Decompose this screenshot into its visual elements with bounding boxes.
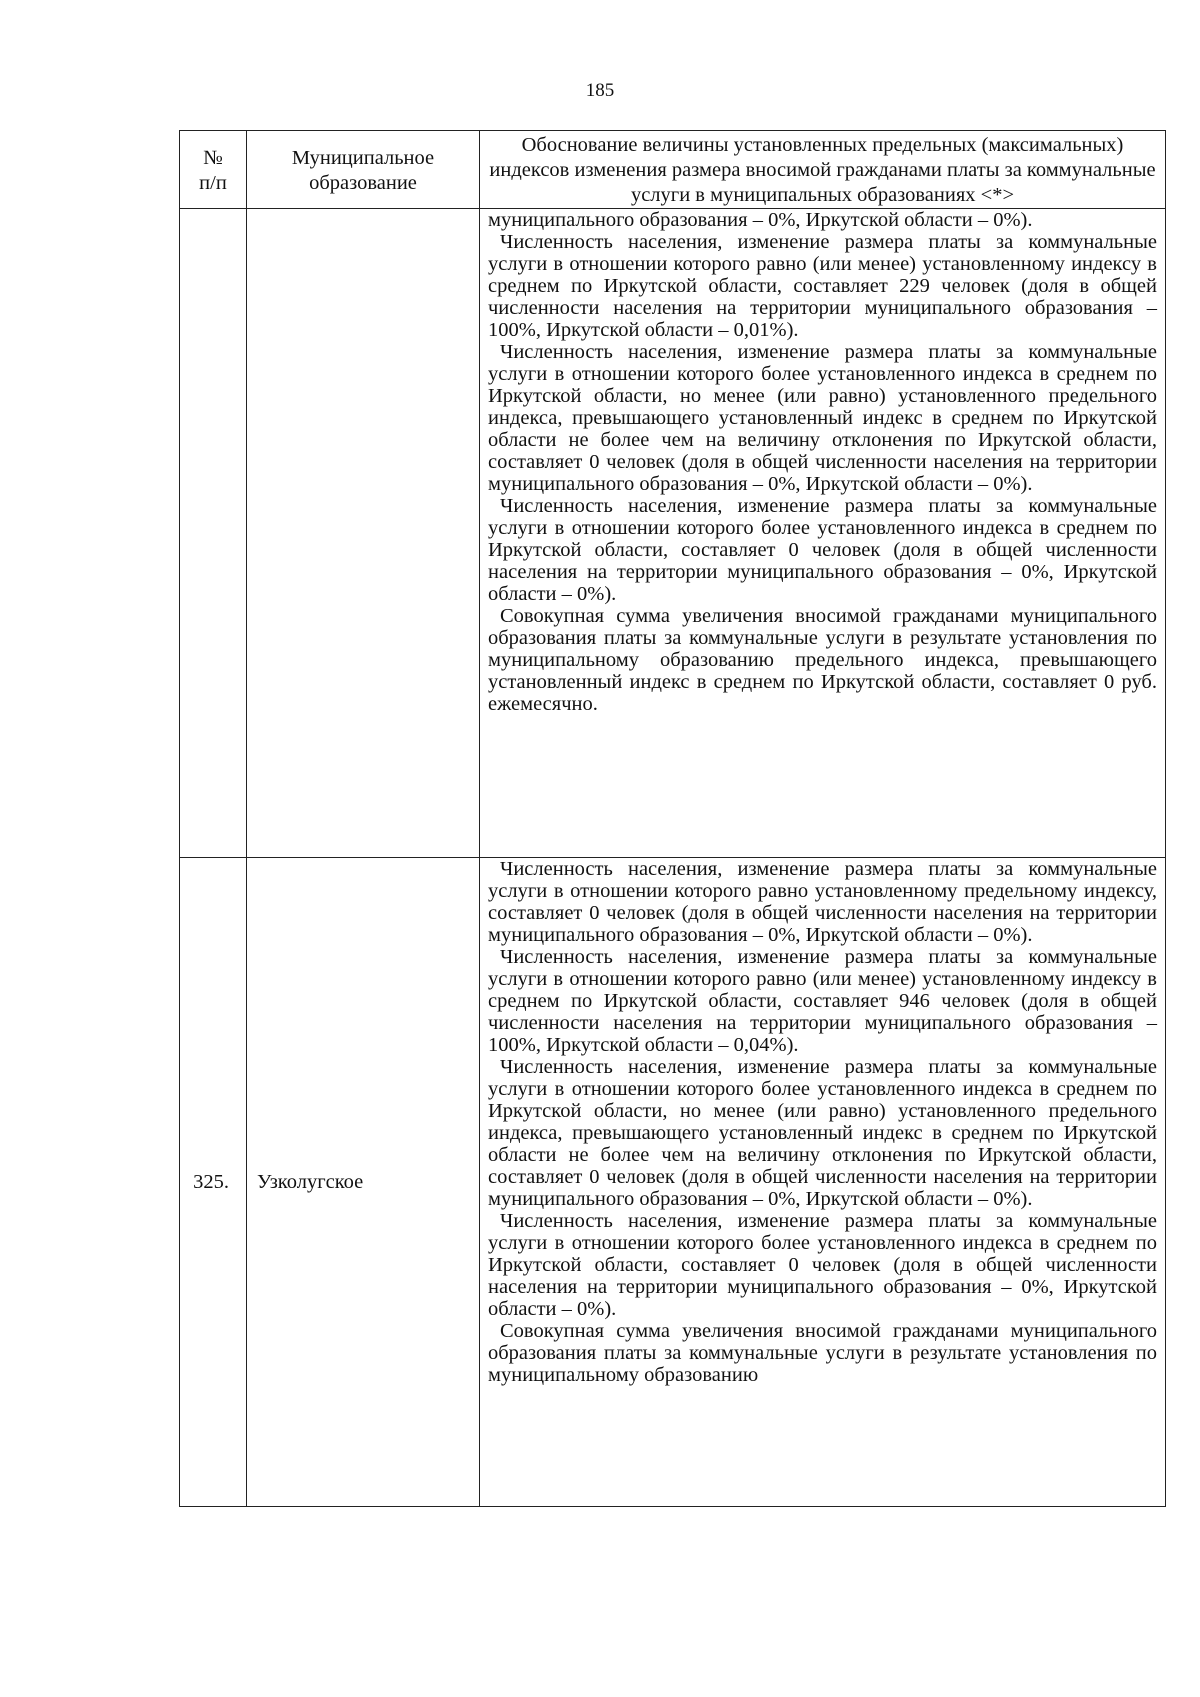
page-number: 185 — [585, 80, 615, 101]
justification-paragraph: Совокупная сумма увеличения вносимой гражданами муниципального образования платы за коммунальные услуги в результате установления по муниципальному образованию предельного индекса, превышающего установленный индекс в среднем по Иркутской области, составляет 0 руб. ежемесячно. — [488, 605, 1157, 715]
table-header-row — [180, 131, 1166, 209]
row-number — [180, 209, 247, 858]
row-municipality: Узколугское — [247, 858, 480, 1507]
justification-paragraph: Численность населения, изменение размера платы за коммунальные услуги в отношении которого равно установленному предельному индексу, составляет 0 человек (доля в общей численности населения на территории муниципального образования – 0%, Иркутской области – 0%). — [488, 858, 1157, 946]
header-justification: Обоснование величины установленных предельных (максимальных) индексов изменения размера вносимой гражданами платы за коммунальные услуги в муниципальных образованиях <*> — [480, 131, 1166, 209]
justification-paragraph: муниципального образования – 0%, Иркутской области – 0%). — [488, 209, 1033, 231]
justification-paragraph: Численность населения, изменение размера платы за коммунальные услуги в отношении которого более установленного индекса в среднем по Иркутской области, составляет 0 человек (доля в общей численности населения на территории муниципального образования – 0%, Иркутской области – 0%). — [488, 1210, 1157, 1320]
justification-paragraph: Численность населения, изменение размера платы за коммунальные услуги в отношении которого более установленного индекса в среднем по Иркутской области, но менее (или равно) установленного предельного индекса, превышающего установленный индекс в среднем по Иркутской области не более чем на величину отклонения по Иркутской области, составляет 0 человек (доля в общей численности населения на территории муниципального образования – 0%, Иркутской области – 0%). — [488, 341, 1157, 495]
row-justification — [480, 209, 1166, 858]
header-municipality: Муниципальное образование — [247, 131, 480, 209]
tariff-justification-table — [179, 130, 1166, 1507]
row-number: 325. — [180, 858, 247, 1507]
justification-paragraph: Совокупная сумма увеличения вносимой гражданами муниципального образования платы за коммунальные услуги в результате установления по муниципальному образованию — [488, 1320, 1157, 1386]
justification-paragraph: Численность населения, изменение размера платы за коммунальные услуги в отношении которого равно (или менее) установленному индексу в среднем по Иркутской области, составляет 946 человек (доля в общей численности населения на территории муниципального образования – 100%, Иркутской области – 0,04%). — [488, 946, 1157, 1056]
header-number: № п/п — [180, 131, 247, 209]
table-row — [180, 209, 1166, 858]
table-row — [180, 858, 1166, 1507]
justification-paragraph: Численность населения, изменение размера платы за коммунальные услуги в отношении которого более установленного индекса в среднем по Иркутской области, составляет 0 человек (доля в общей численности населения на территории муниципального образования – 0%, Иркутской области – 0%). — [488, 495, 1157, 605]
row-justification — [480, 858, 1166, 1507]
row-municipality — [247, 209, 480, 858]
justification-paragraph: Численность населения, изменение размера платы за коммунальные услуги в отношении которого более установленного индекса в среднем по Иркутской области, но менее (или равно) установленного предельного индекса, превышающего установленный индекс в среднем по Иркутской области не более чем на величину отклонения по Иркутской области, составляет 0 человек (доля в общей численности населения на территории муниципального образования – 0%, Иркутской области – 0%). — [488, 1056, 1157, 1210]
justification-paragraph: Численность населения, изменение размера платы за коммунальные услуги в отношении которого равно (или менее) установленному индексу в среднем по Иркутской области, составляет 229 человек (доля в общей численности населения на территории муниципального образования – 100%, Иркутской области – 0,01%). — [488, 231, 1157, 341]
